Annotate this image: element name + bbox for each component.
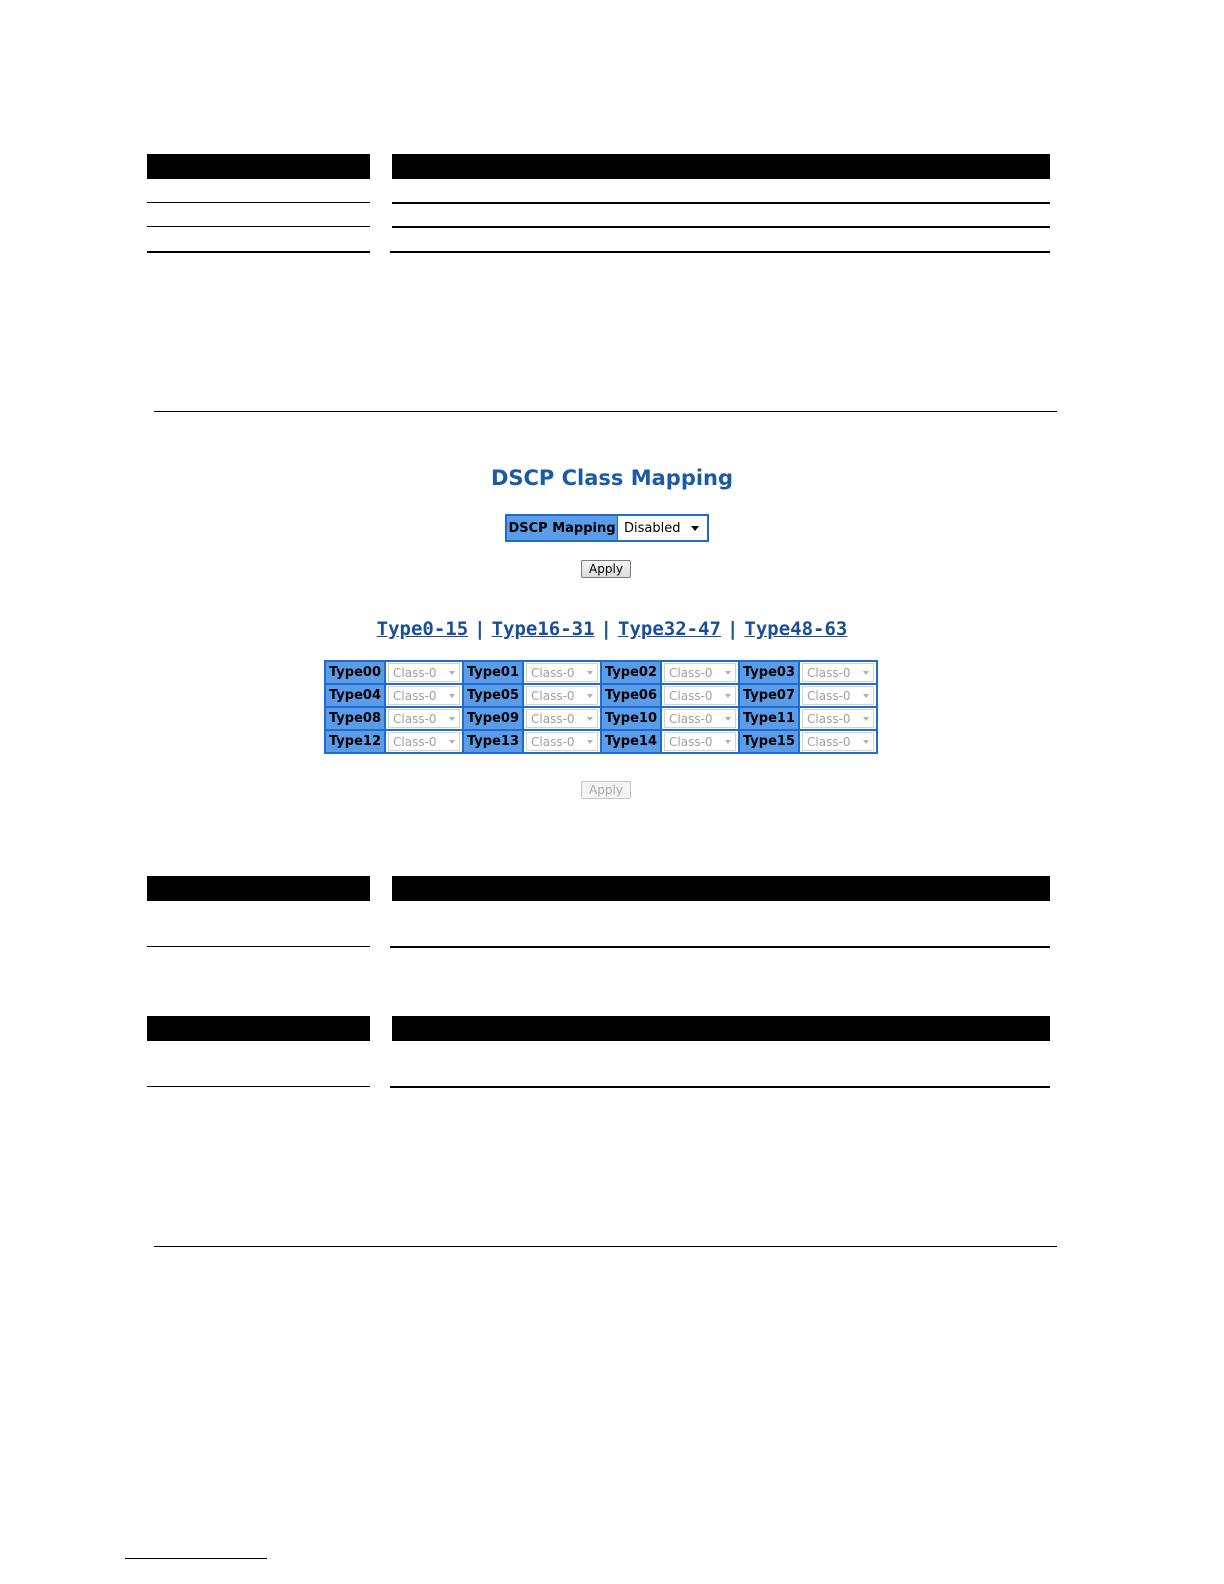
type-label: Type06	[601, 684, 661, 707]
type-label: Type13	[463, 730, 523, 753]
class-select-cell	[799, 730, 877, 753]
bottom-divider	[154, 1246, 1057, 1247]
screenshot-top-divider	[154, 411, 1057, 412]
class-select[interactable]	[664, 732, 736, 751]
chevron-down-icon	[863, 740, 869, 744]
class-select-value: Class-0	[393, 665, 437, 680]
chevron-down-icon	[725, 740, 731, 744]
type-label: Type04	[325, 684, 385, 707]
type-label: Type15	[739, 730, 799, 753]
type-label: Type08	[325, 707, 385, 730]
class-select-value: Class-0	[531, 688, 575, 703]
type-label: Type07	[739, 684, 799, 707]
class-select[interactable]	[802, 709, 874, 728]
chevron-down-icon	[725, 717, 731, 721]
class-select-cell	[799, 661, 877, 684]
chevron-down-icon	[725, 694, 731, 698]
chevron-down-icon	[449, 671, 455, 675]
link-type16-31[interactable]: Type16-31	[491, 618, 595, 640]
dscp-class-table	[324, 660, 878, 754]
top-table-rule	[147, 202, 370, 203]
link-separator: |	[600, 618, 612, 640]
class-select-value: Class-0	[669, 734, 713, 749]
class-select[interactable]	[526, 663, 598, 682]
class-select[interactable]	[802, 686, 874, 705]
page-title: DSCP Class Mapping	[490, 466, 734, 490]
class-select[interactable]	[664, 686, 736, 705]
class-select[interactable]	[664, 663, 736, 682]
type-label: Type12	[325, 730, 385, 753]
chevron-down-icon	[863, 694, 869, 698]
link-type32-47[interactable]: Type32-47	[618, 618, 721, 640]
class-select[interactable]	[388, 663, 460, 682]
chevron-down-icon	[691, 526, 699, 531]
chevron-down-icon	[449, 694, 455, 698]
class-select-value: Class-0	[669, 665, 713, 680]
table-row	[325, 707, 877, 730]
class-select-value: Class-0	[807, 711, 851, 726]
chevron-down-icon	[587, 717, 593, 721]
class-select-cell	[799, 707, 877, 730]
top-table-rule	[392, 226, 1050, 228]
top-table-header-left	[147, 154, 370, 179]
class-select[interactable]	[388, 709, 460, 728]
class-select[interactable]	[526, 686, 598, 705]
class-select-value: Class-0	[531, 711, 575, 726]
top-table-rule	[147, 251, 370, 253]
type-label: Type09	[463, 707, 523, 730]
class-select-cell	[523, 707, 601, 730]
mid-table-header-right	[392, 876, 1050, 901]
chevron-down-icon	[587, 740, 593, 744]
dscp-mapping-select[interactable]	[618, 516, 707, 540]
type-label: Type00	[325, 661, 385, 684]
class-select-value: Class-0	[393, 688, 437, 703]
class-select-value: Class-0	[807, 665, 851, 680]
chevron-down-icon	[587, 671, 593, 675]
class-select-cell	[799, 684, 877, 707]
mid-table-rule	[147, 946, 370, 947]
low-table-rule	[147, 1086, 370, 1087]
mid-table-header-left	[147, 876, 370, 901]
low-table-rule	[390, 1086, 1050, 1088]
class-select[interactable]	[802, 663, 874, 682]
class-select-value: Class-0	[393, 711, 437, 726]
class-select-value: Class-0	[669, 711, 713, 726]
type-label: Type05	[463, 684, 523, 707]
class-select-cell	[661, 730, 739, 753]
class-select-cell	[661, 661, 739, 684]
class-select-cell	[523, 661, 601, 684]
class-select-value: Class-0	[807, 734, 851, 749]
class-select-value: Class-0	[531, 734, 575, 749]
type-label: Type14	[601, 730, 661, 753]
class-select[interactable]	[526, 709, 598, 728]
type-range-links	[0, 618, 1224, 640]
low-table-header-left	[147, 1016, 370, 1041]
type-label: Type02	[601, 661, 661, 684]
class-select-cell	[661, 707, 739, 730]
class-select-cell	[385, 730, 463, 753]
table-row	[325, 661, 877, 684]
link-type0-15[interactable]: Type0-15	[376, 618, 469, 640]
dscp-mapping-label: DSCP Mapping	[507, 516, 618, 540]
type-label: Type11	[739, 707, 799, 730]
footnote-rule	[125, 1558, 267, 1559]
chevron-down-icon	[725, 671, 731, 675]
top-table-rule	[392, 202, 1050, 204]
chevron-down-icon	[863, 717, 869, 721]
class-select[interactable]	[526, 732, 598, 751]
class-select-cell	[385, 684, 463, 707]
type-label: Type01	[463, 661, 523, 684]
link-type48-63[interactable]: Type48-63	[744, 618, 848, 640]
table-row	[325, 730, 877, 753]
class-select-cell	[385, 707, 463, 730]
class-select-value: Class-0	[807, 688, 851, 703]
class-select-value: Class-0	[393, 734, 437, 749]
chevron-down-icon	[449, 740, 455, 744]
dscp-mapping-row	[505, 514, 709, 542]
link-separator: |	[474, 618, 486, 640]
table-row	[325, 684, 877, 707]
low-table-header-right	[392, 1016, 1050, 1041]
class-select-cell	[385, 661, 463, 684]
class-select-value: Class-0	[531, 665, 575, 680]
type-label: Type10	[601, 707, 661, 730]
top-table-rule	[147, 226, 370, 227]
top-table-rule	[390, 251, 1050, 253]
class-select[interactable]	[388, 732, 460, 751]
class-select-cell	[523, 730, 601, 753]
type-label: Type03	[739, 661, 799, 684]
chevron-down-icon	[449, 717, 455, 721]
dscp-mapping-value: Disabled	[624, 520, 681, 536]
link-separator: |	[726, 618, 739, 640]
chevron-down-icon	[587, 694, 593, 698]
class-select[interactable]	[664, 709, 736, 728]
class-select-value: Class-0	[669, 688, 713, 703]
class-select-cell	[661, 684, 739, 707]
top-table-header-right	[392, 154, 1050, 179]
class-select-cell	[523, 684, 601, 707]
apply-button-disabled[interactable]: Apply	[581, 781, 631, 799]
class-select[interactable]	[802, 732, 874, 751]
mid-table-rule	[390, 946, 1050, 948]
chevron-down-icon	[863, 671, 869, 675]
class-select[interactable]	[388, 686, 460, 705]
apply-button[interactable]: Apply	[581, 560, 631, 578]
